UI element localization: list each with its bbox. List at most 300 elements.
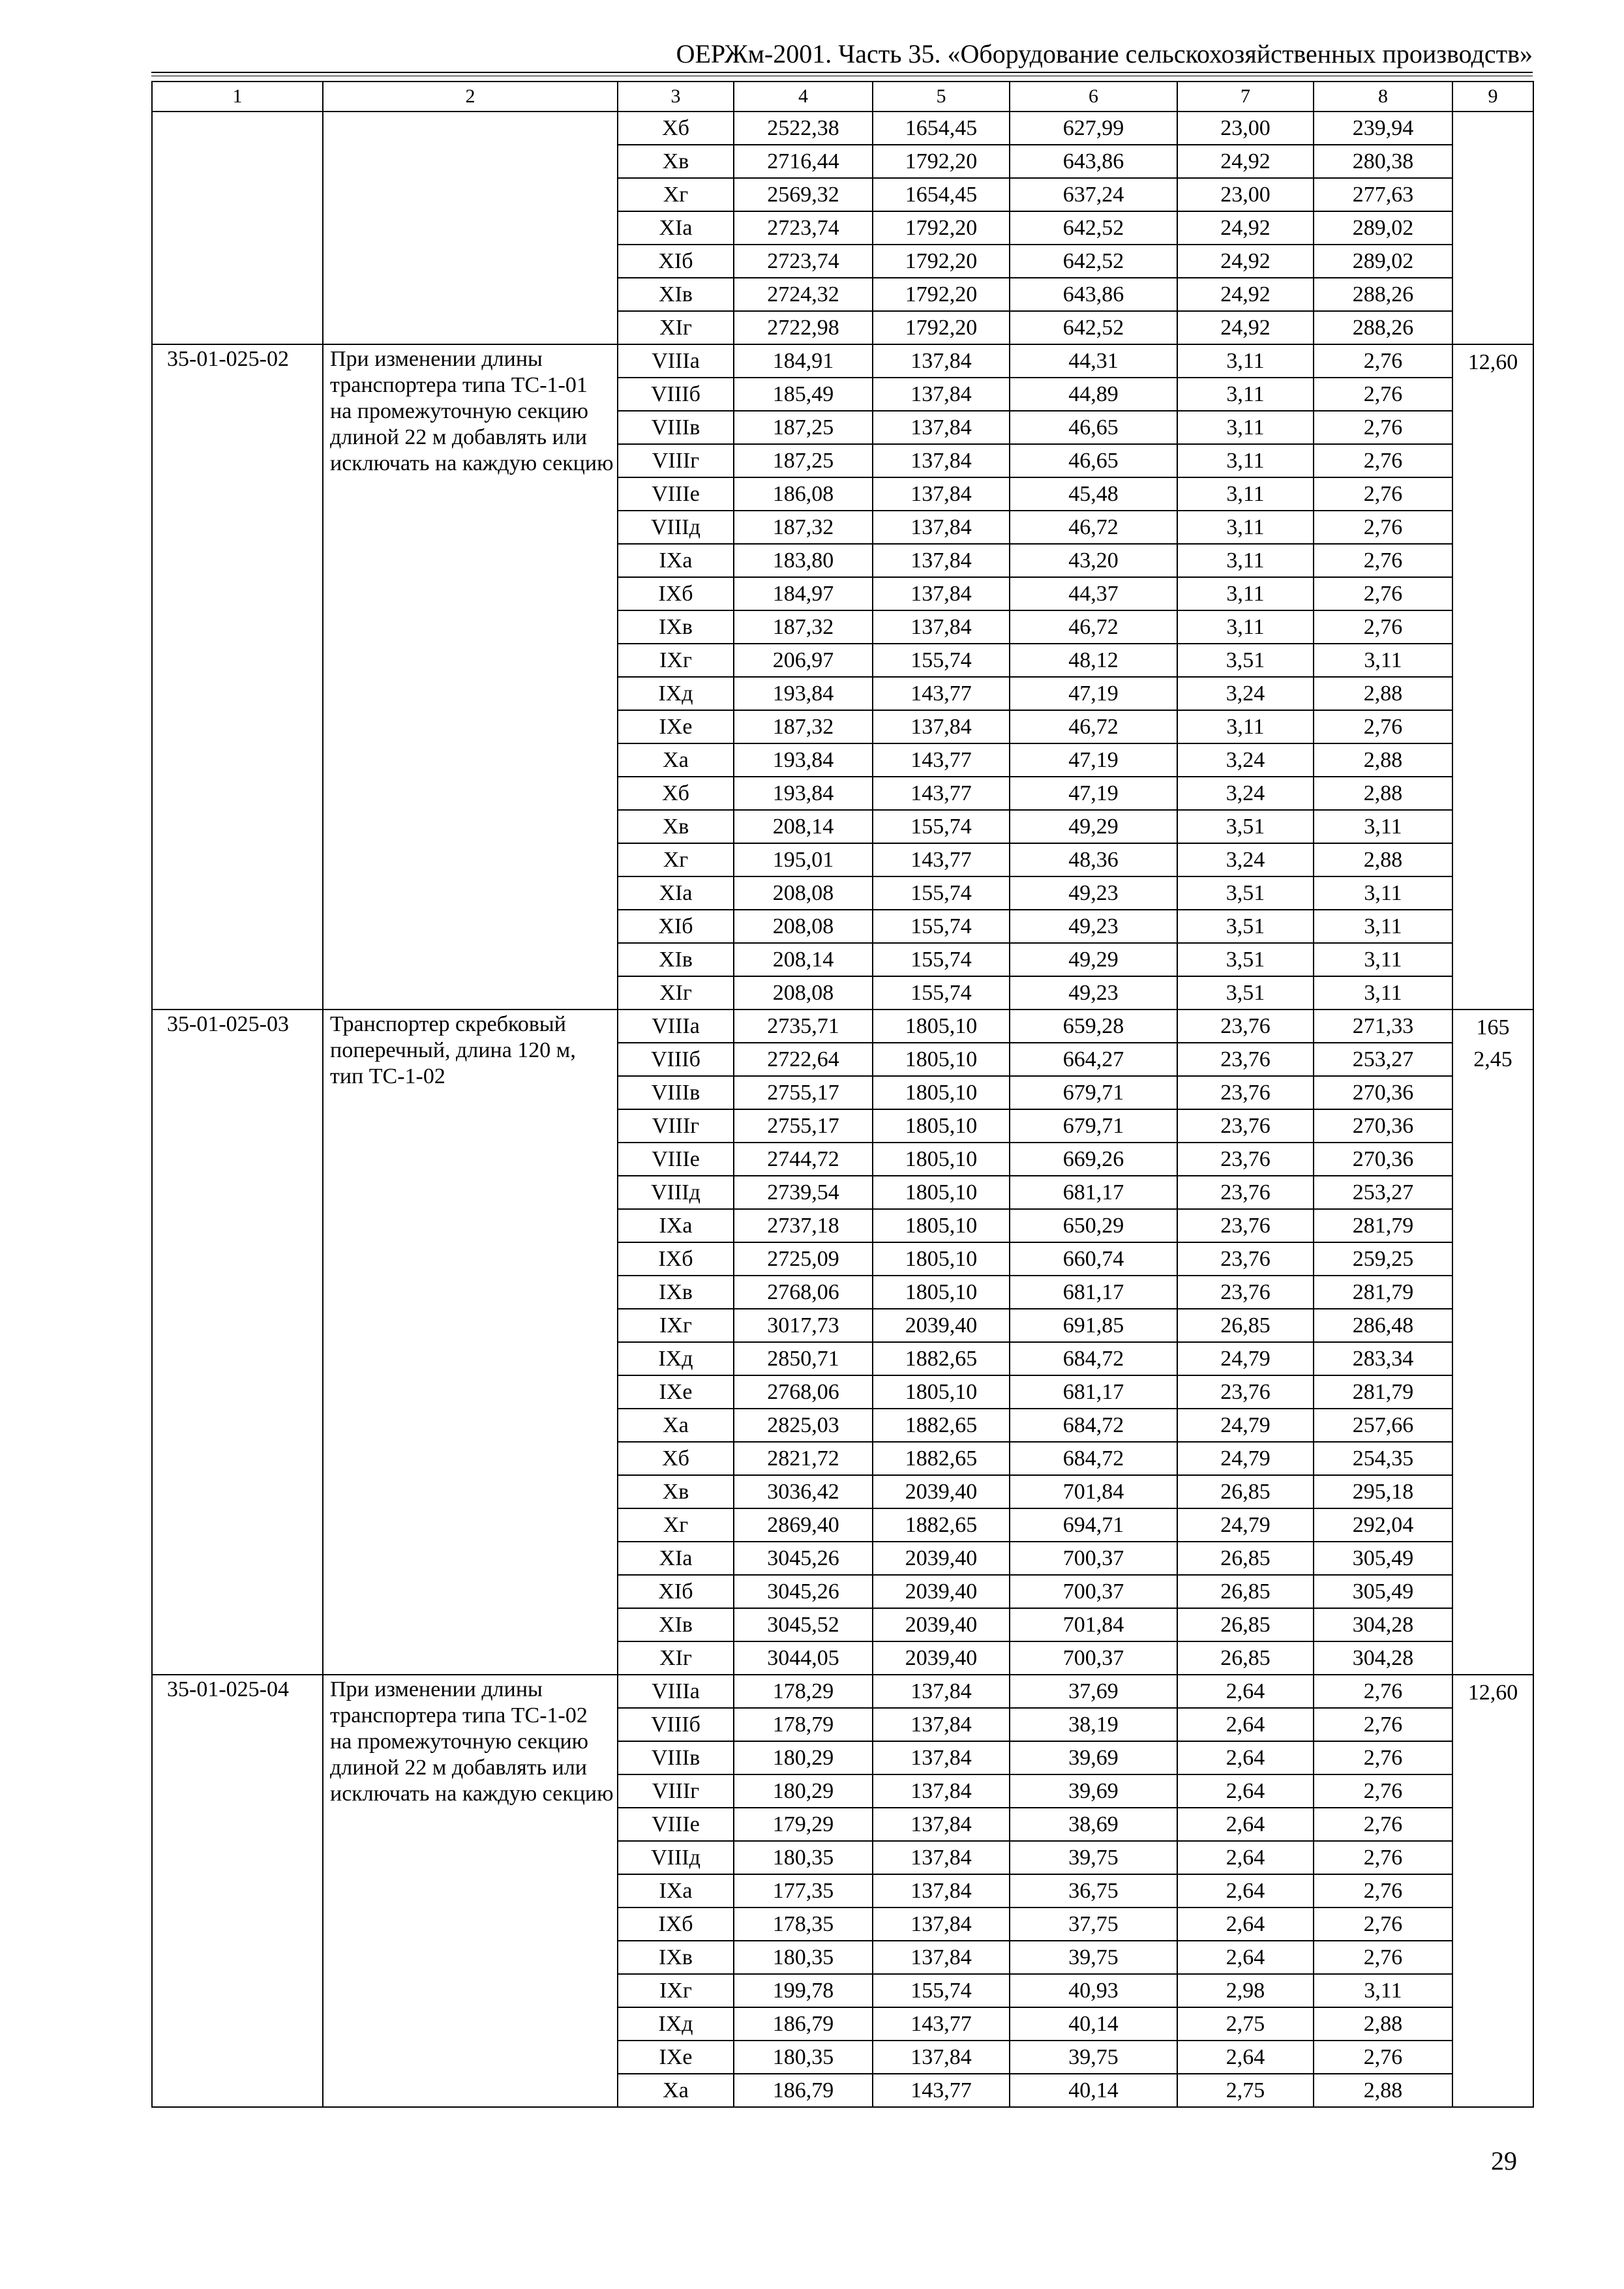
total-cost-cell: 208,14 [734,943,873,976]
machinist-wages-cell: 2,75 [1177,2074,1314,2107]
total-cost-cell: 2825,03 [734,1409,873,1442]
machinist-wages-cell: 24,79 [1177,1508,1314,1542]
norm-name-cell: При изменении длины транспортера типа ТС-1-01 на промежуточную секцию длиной 22 м добавлять или исключать на каждую секцию [323,344,618,1010]
machinist-wages-cell: 2,64 [1177,1908,1314,1941]
machine-cost-cell: 642,52 [1010,211,1177,245]
materials-cost-cell: 2,88 [1314,2007,1452,2041]
total-cost-cell: 178,79 [734,1708,873,1741]
machinist-wages-cell: 23,76 [1177,1109,1314,1143]
wages-cell: 137,84 [873,477,1010,511]
materials-cost-cell: 2,76 [1314,710,1452,743]
total-cost-cell: 2722,98 [734,311,873,344]
machinist-wages-cell: 2,64 [1177,1675,1314,1708]
wages-cell: 1882,65 [873,1508,1010,1542]
materials-cost-cell: 280,38 [1314,145,1452,178]
machine-cost-cell: 694,71 [1010,1508,1177,1542]
machine-cost-cell: 39,75 [1010,2041,1177,2074]
machine-cost-cell: 47,19 [1010,677,1177,710]
machinist-wages-cell: 3,11 [1177,610,1314,644]
machine-cost-cell: 46,72 [1010,511,1177,544]
machinist-wages-cell: 26,85 [1177,1608,1314,1641]
column-number: 4 [734,82,873,112]
machinist-wages-cell: 24,92 [1177,311,1314,344]
machine-cost-cell: 48,36 [1010,843,1177,876]
materials-cost-cell: 259,25 [1314,1242,1452,1276]
total-cost-cell: 193,84 [734,777,873,810]
materials-cost-cell: 281,79 [1314,1276,1452,1309]
machine-cost-cell: 46,65 [1010,444,1177,477]
wages-cell: 155,74 [873,1974,1010,2007]
materials-cost-cell: 2,76 [1314,1808,1452,1841]
materials-cost-cell: 305,49 [1314,1542,1452,1575]
materials-cost-cell: 292,04 [1314,1508,1452,1542]
machinist-wages-cell: 24,92 [1177,245,1314,278]
materials-cost-cell: 2,76 [1314,2041,1452,2074]
machinist-wages-cell: 26,85 [1177,1575,1314,1608]
region-cell: VIIIв [618,1076,734,1109]
region-cell: IXе [618,710,734,743]
page-number: 29 [1491,2146,1517,2176]
wages-cell: 1654,45 [873,178,1010,211]
machinist-wages-cell: 23,76 [1177,1010,1314,1043]
wages-cell: 155,74 [873,910,1010,943]
region-cell: IXд [618,1342,734,1375]
region-cell: VIIIг [618,1109,734,1143]
machinist-wages-cell: 26,85 [1177,1475,1314,1508]
machine-cost-cell: 627,99 [1010,112,1177,145]
total-cost-cell: 180,29 [734,1741,873,1774]
wages-cell: 1805,10 [873,1143,1010,1176]
total-cost-cell: 208,08 [734,976,873,1010]
wages-cell: 1882,65 [873,1409,1010,1442]
materials-cost-cell: 2,76 [1314,1675,1452,1708]
materials-cost-cell: 2,76 [1314,477,1452,511]
machine-cost-cell: 38,69 [1010,1808,1177,1841]
wages-cell: 143,77 [873,843,1010,876]
wages-cell: 1805,10 [873,1043,1010,1076]
total-cost-cell: 2716,44 [734,145,873,178]
region-cell: XIг [618,976,734,1010]
wages-cell: 137,84 [873,511,1010,544]
machinist-wages-cell: 26,85 [1177,1309,1314,1342]
page-header [151,38,1533,73]
machinist-wages-cell: 3,11 [1177,344,1314,378]
machine-cost-cell: 700,37 [1010,1575,1177,1608]
column-number: 1 [152,82,323,112]
norm-name-cell [323,112,618,344]
region-cell: Xа [618,1409,734,1442]
machinist-wages-cell: 23,00 [1177,112,1314,145]
machine-cost-cell: 39,69 [1010,1741,1177,1774]
total-cost-cell: 187,32 [734,511,873,544]
machinist-wages-cell: 23,00 [1177,178,1314,211]
total-cost-cell: 184,97 [734,577,873,610]
machine-cost-cell: 684,72 [1010,1342,1177,1375]
machine-cost-cell: 44,89 [1010,378,1177,411]
machinist-wages-cell: 26,85 [1177,1641,1314,1675]
region-cell: IXг [618,1974,734,2007]
region-cell: IXд [618,2007,734,2041]
machine-cost-cell: 37,75 [1010,1908,1177,1941]
machine-cost-cell: 46,65 [1010,411,1177,444]
materials-cost-cell: 2,88 [1314,2074,1452,2107]
machine-cost-cell: 39,75 [1010,1941,1177,1974]
materials-cost-cell: 2,88 [1314,677,1452,710]
wages-cell: 143,77 [873,777,1010,810]
materials-cost-cell: 3,11 [1314,810,1452,843]
machinist-wages-cell: 3,11 [1177,378,1314,411]
region-cell: IXа [618,544,734,577]
region-cell: IXа [618,1209,734,1242]
total-cost-cell: 183,80 [734,544,873,577]
norm-code-cell [152,112,323,344]
machine-cost-cell: 691,85 [1010,1309,1177,1342]
machinist-wages-cell: 24,79 [1177,1342,1314,1375]
total-cost-cell: 186,79 [734,2074,873,2107]
wages-cell: 155,74 [873,810,1010,843]
region-cell: Xб [618,112,734,145]
wages-cell: 2039,40 [873,1542,1010,1575]
total-cost-cell: 185,49 [734,378,873,411]
wages-cell: 137,84 [873,411,1010,444]
wages-cell: 155,74 [873,943,1010,976]
total-cost-cell: 180,35 [734,1941,873,1974]
region-cell: IXб [618,577,734,610]
wages-cell: 2039,40 [873,1608,1010,1641]
region-cell: IXе [618,2041,734,2074]
materials-cost-cell: 257,66 [1314,1409,1452,1442]
wages-cell: 137,84 [873,544,1010,577]
machinist-wages-cell: 3,51 [1177,943,1314,976]
machine-cost-cell: 637,24 [1010,178,1177,211]
machinist-wages-cell: 24,92 [1177,278,1314,311]
region-cell: XIг [618,311,734,344]
total-cost-cell: 184,91 [734,344,873,378]
total-cost-cell: 3045,52 [734,1608,873,1641]
page-header-title: ОЕРЖм-2001. Часть 35. «Оборудование сельскохозяйственных производств» [676,39,1533,68]
machine-cost-cell: 46,72 [1010,610,1177,644]
total-cost-cell: 186,08 [734,477,873,511]
region-cell: VIIIб [618,1708,734,1741]
region-cell: IXв [618,1941,734,1974]
machinist-wages-cell: 3,51 [1177,644,1314,677]
wages-cell: 1792,20 [873,311,1010,344]
wages-cell: 143,77 [873,743,1010,777]
machinist-wages-cell: 24,92 [1177,145,1314,178]
materials-cost-cell: 281,79 [1314,1209,1452,1242]
materials-cost-cell: 2,88 [1314,843,1452,876]
materials-cost-cell: 283,34 [1314,1342,1452,1375]
total-cost-cell: 2737,18 [734,1209,873,1242]
materials-cost-cell: 253,27 [1314,1043,1452,1076]
machine-cost-cell: 36,75 [1010,1874,1177,1908]
wages-cell: 137,84 [873,444,1010,477]
norm-code-cell: 35-01-025-02 [152,344,323,1010]
machine-cost-cell: 49,29 [1010,810,1177,843]
materials-cost-cell: 304,28 [1314,1641,1452,1675]
region-cell: XIб [618,1575,734,1608]
machinist-wages-cell: 3,11 [1177,710,1314,743]
wages-cell: 137,84 [873,378,1010,411]
wages-cell: 1792,20 [873,278,1010,311]
total-cost-cell: 180,35 [734,2041,873,2074]
norms-table-body [152,82,1533,2107]
machine-cost-cell: 681,17 [1010,1375,1177,1409]
machinist-wages-cell: 3,11 [1177,411,1314,444]
total-cost-cell: 2755,17 [734,1109,873,1143]
machinist-wages-cell: 2,64 [1177,1741,1314,1774]
machine-cost-cell: 40,93 [1010,1974,1177,2007]
machinist-wages-cell: 3,24 [1177,743,1314,777]
materials-cost-cell: 2,76 [1314,444,1452,477]
region-cell: Xа [618,2074,734,2107]
machinist-wages-cell: 2,64 [1177,1708,1314,1741]
norm-code-cell: 35-01-025-03 [152,1010,323,1675]
materials-cost-cell: 2,88 [1314,777,1452,810]
wages-cell: 137,84 [873,2041,1010,2074]
materials-cost-cell: 295,18 [1314,1475,1452,1508]
machinist-wages-cell: 23,76 [1177,1176,1314,1209]
machine-cost-cell: 48,12 [1010,644,1177,677]
machinist-wages-cell: 24,92 [1177,211,1314,245]
materials-cost-cell: 270,36 [1314,1076,1452,1109]
machinist-wages-cell: 3,11 [1177,511,1314,544]
machine-cost-cell: 642,52 [1010,245,1177,278]
machine-cost-cell: 49,23 [1010,976,1177,1010]
total-cost-cell: 2569,32 [734,178,873,211]
materials-cost-cell: 286,48 [1314,1309,1452,1342]
materials-cost-cell: 2,76 [1314,411,1452,444]
machine-cost-cell: 664,27 [1010,1043,1177,1076]
total-cost-cell: 3017,73 [734,1309,873,1342]
region-cell: VIIIб [618,378,734,411]
equipment-mass-value: 2,45 [1473,1047,1512,1071]
wages-cell: 1805,10 [873,1209,1010,1242]
materials-cost-cell: 305,49 [1314,1575,1452,1608]
total-cost-cell: 3044,05 [734,1641,873,1675]
materials-cost-cell: 2,88 [1314,743,1452,777]
total-cost-cell: 2723,74 [734,211,873,245]
region-cell: Xа [618,743,734,777]
region-cell: Xб [618,1442,734,1475]
materials-cost-cell: 2,76 [1314,1774,1452,1808]
region-cell: VIIIг [618,1774,734,1808]
materials-cost-cell: 2,76 [1314,1741,1452,1774]
machinist-wages-cell: 2,64 [1177,1874,1314,1908]
wages-cell: 137,84 [873,1741,1010,1774]
total-cost-cell: 2744,72 [734,1143,873,1176]
norm-code-cell: 35-01-025-04 [152,1675,323,2107]
norm-name-cell: Транспортер скребковый поперечный, длина 120 м, тип ТС-1-02 [323,1010,618,1675]
region-cell: IXб [618,1908,734,1941]
wages-cell: 137,84 [873,610,1010,644]
total-cost-cell: 178,29 [734,1675,873,1708]
region-cell: Xв [618,145,734,178]
total-cost-cell: 2869,40 [734,1508,873,1542]
materials-cost-cell: 3,11 [1314,943,1452,976]
total-cost-cell: 2735,71 [734,1010,873,1043]
total-cost-cell: 2724,32 [734,278,873,311]
wages-cell: 1805,10 [873,1242,1010,1276]
column-number: 6 [1010,82,1177,112]
wages-cell: 155,74 [873,644,1010,677]
region-cell: VIIIа [618,1010,734,1043]
region-cell: VIIIд [618,511,734,544]
total-cost-cell: 178,35 [734,1908,873,1941]
wages-cell: 1805,10 [873,1109,1010,1143]
region-cell: Xв [618,810,734,843]
machinist-wages-cell: 3,51 [1177,810,1314,843]
machinist-wages-cell: 3,24 [1177,677,1314,710]
machine-cost-cell: 700,37 [1010,1542,1177,1575]
total-cost-cell: 2722,64 [734,1043,873,1076]
region-cell: VIIIб [618,1043,734,1076]
materials-cost-cell: 3,11 [1314,644,1452,677]
machinist-wages-cell: 3,51 [1177,976,1314,1010]
machine-cost-cell: 684,72 [1010,1409,1177,1442]
machinist-wages-cell: 23,76 [1177,1242,1314,1276]
total-cost-cell: 2725,09 [734,1242,873,1276]
machine-cost-cell: 49,23 [1010,910,1177,943]
region-cell: VIIIг [618,444,734,477]
wages-cell: 1805,10 [873,1375,1010,1409]
wages-cell: 1805,10 [873,1010,1010,1043]
machine-cost-cell: 684,72 [1010,1442,1177,1475]
machine-cost-cell: 659,28 [1010,1010,1177,1043]
machinist-wages-cell: 2,64 [1177,1808,1314,1841]
machine-cost-cell: 642,52 [1010,311,1177,344]
region-cell: VIIIв [618,411,734,444]
region-cell: XIа [618,211,734,245]
machinist-wages-cell: 3,24 [1177,843,1314,876]
machinist-wages-cell: 23,76 [1177,1043,1314,1076]
materials-cost-cell: 239,94 [1314,112,1452,145]
materials-cost-cell: 253,27 [1314,1176,1452,1209]
machine-cost-cell: 47,19 [1010,777,1177,810]
materials-cost-cell: 2,76 [1314,1908,1452,1941]
total-cost-cell: 187,32 [734,610,873,644]
total-cost-cell: 206,97 [734,644,873,677]
column-number: 9 [1452,82,1533,112]
machinist-wages-cell: 23,76 [1177,1076,1314,1109]
region-cell: VIIIд [618,1841,734,1874]
equipment-mass-value: 12,60 [1467,350,1518,374]
materials-cost-cell: 277,63 [1314,178,1452,211]
region-cell: IXд [618,677,734,710]
machinist-wages-cell: 2,98 [1177,1974,1314,2007]
machinist-wages-cell: 3,51 [1177,876,1314,910]
machine-cost-cell: 39,69 [1010,1774,1177,1808]
total-cost-cell: 3036,42 [734,1475,873,1508]
materials-cost-cell: 281,79 [1314,1375,1452,1409]
materials-cost-cell: 2,76 [1314,344,1452,378]
machine-cost-cell: 49,23 [1010,876,1177,910]
total-cost-cell: 208,08 [734,876,873,910]
machine-cost-cell: 681,17 [1010,1276,1177,1309]
materials-cost-cell: 2,76 [1314,1708,1452,1741]
materials-cost-cell: 3,11 [1314,1974,1452,2007]
machinist-wages-cell: 23,76 [1177,1375,1314,1409]
machinist-wages-cell: 23,76 [1177,1143,1314,1176]
wages-cell: 137,84 [873,710,1010,743]
total-cost-cell: 208,14 [734,810,873,843]
column-number: 5 [873,82,1010,112]
total-cost-cell: 193,84 [734,743,873,777]
total-cost-cell: 180,29 [734,1774,873,1808]
equipment-mass-cell [1452,344,1533,1010]
region-cell: IXг [618,1309,734,1342]
wages-cell: 1792,20 [873,245,1010,278]
region-cell: IXе [618,1375,734,1409]
machinist-wages-cell: 26,85 [1177,1542,1314,1575]
equipment-mass-value: 12,60 [1467,1681,1518,1705]
materials-cost-cell: 271,33 [1314,1010,1452,1043]
table-row [152,1675,1533,1708]
wages-cell: 155,74 [873,876,1010,910]
materials-cost-cell: 270,36 [1314,1109,1452,1143]
materials-cost-cell: 2,76 [1314,610,1452,644]
machine-cost-cell: 44,31 [1010,344,1177,378]
machinist-wages-cell: 3,24 [1177,777,1314,810]
wages-cell: 155,74 [873,976,1010,1010]
region-cell: XIб [618,910,734,943]
region-cell: VIIIе [618,1808,734,1841]
machine-cost-cell: 38,19 [1010,1708,1177,1741]
materials-cost-cell: 2,76 [1314,1841,1452,1874]
materials-cost-cell: 2,76 [1314,577,1452,610]
wages-cell: 143,77 [873,2074,1010,2107]
column-number: 8 [1314,82,1452,112]
region-cell: IXг [618,644,734,677]
region-cell: XIв [618,1608,734,1641]
total-cost-cell: 179,29 [734,1808,873,1841]
wages-cell: 137,84 [873,1808,1010,1841]
region-cell: IXб [618,1242,734,1276]
machine-cost-cell: 643,86 [1010,145,1177,178]
total-cost-cell: 2723,74 [734,245,873,278]
machine-cost-cell: 40,14 [1010,2074,1177,2107]
materials-cost-cell: 2,76 [1314,1874,1452,1908]
machinist-wages-cell: 2,64 [1177,1774,1314,1808]
equipment-mass-cell [1452,1675,1533,2107]
total-cost-cell: 199,78 [734,1974,873,2007]
total-cost-cell: 3045,26 [734,1542,873,1575]
region-cell: VIIIд [618,1176,734,1209]
region-cell: VIIIа [618,344,734,378]
region-cell: XIа [618,876,734,910]
total-cost-cell: 2522,38 [734,112,873,145]
machine-cost-cell: 46,72 [1010,710,1177,743]
norm-name-cell: При изменении длины транспортера типа ТС-1-02 на промежуточную секцию длиной 22 м добавлять или исключать на каждую секцию [323,1675,618,2107]
total-cost-cell: 2850,71 [734,1342,873,1375]
total-cost-cell: 208,08 [734,910,873,943]
total-cost-cell: 2739,54 [734,1176,873,1209]
region-cell: VIIIа [618,1675,734,1708]
materials-cost-cell: 254,35 [1314,1442,1452,1475]
wages-cell: 1792,20 [873,145,1010,178]
machine-cost-cell: 40,14 [1010,2007,1177,2041]
region-cell: Xв [618,1475,734,1508]
machine-cost-cell: 700,37 [1010,1641,1177,1675]
region-cell: VIIIв [618,1741,734,1774]
wages-cell: 1882,65 [873,1442,1010,1475]
materials-cost-cell: 2,76 [1314,1941,1452,1974]
column-number: 2 [323,82,618,112]
region-cell: XIб [618,245,734,278]
wages-cell: 137,84 [873,1675,1010,1708]
wages-cell: 1654,45 [873,112,1010,145]
machine-cost-cell: 681,17 [1010,1176,1177,1209]
